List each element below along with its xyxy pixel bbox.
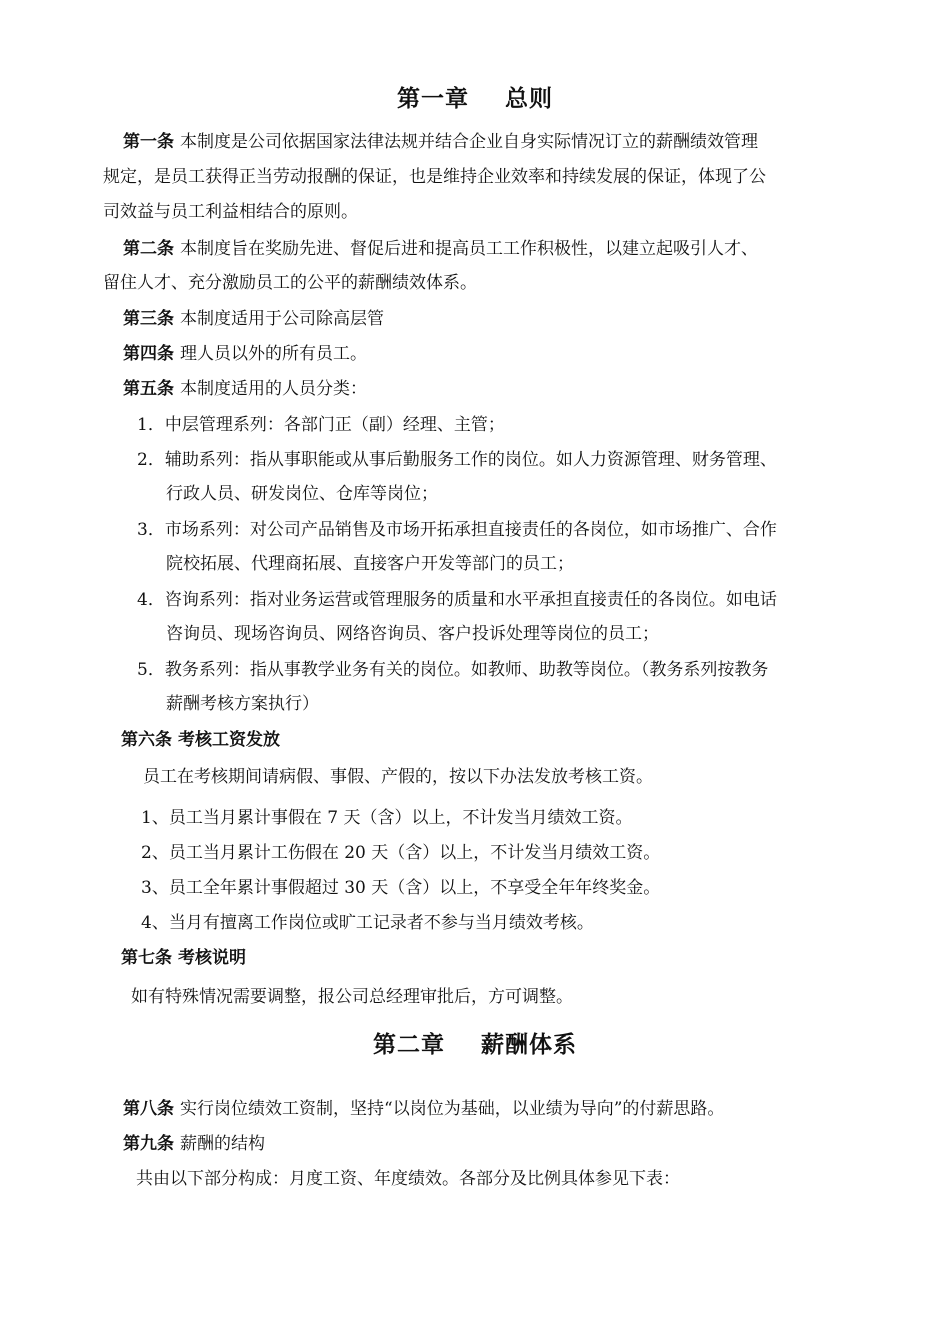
category-item-5-continued: 薪酬考核方案执行） bbox=[166, 694, 319, 714]
article-1-text-1: 本制度是公司依据国家法律法规并结合企业自身实际情况订立的薪酬绩效管理 bbox=[180, 132, 758, 152]
chapter-1-title: 第一章 总则 bbox=[396, 86, 554, 112]
category-item-number: 5． bbox=[137, 660, 165, 680]
leave-rule-4: 4、当月有擅离工作岗位或旷工记录者不参与当月绩效考核。 bbox=[141, 913, 594, 933]
article-4-line bbox=[123, 342, 367, 366]
category-item-3 bbox=[137, 518, 777, 542]
category-item-2 bbox=[137, 448, 777, 472]
article-1-line-3: 司效益与员工利益相结合的原则。 bbox=[103, 202, 358, 222]
category-item-3-continued: 院校拓展、代理商拓展、直接客户开发等部门的员工； bbox=[166, 554, 574, 574]
article-7-heading bbox=[121, 946, 252, 970]
chapter-2-title: 第二章 薪酬体系 bbox=[372, 1032, 578, 1058]
leave-rule-2: 2、员工当月累计工伤假在 20 天（含）以上，不计发当月绩效工资。 bbox=[141, 843, 661, 863]
category-item-number: 2． bbox=[137, 450, 165, 470]
article-6-label: 第六条 bbox=[121, 730, 172, 750]
article-8-line bbox=[123, 1097, 724, 1121]
category-item-5 bbox=[137, 658, 768, 682]
article-2-label: 第二条 bbox=[123, 239, 174, 259]
article-3-label: 第三条 bbox=[123, 309, 174, 329]
category-item-text: 市场系列：对公司产品销售及市场开拓承担直接责任的各岗位，如市场推广、合作 bbox=[164, 520, 777, 540]
category-item-number: 3． bbox=[137, 520, 165, 540]
article-7-label: 第七条 bbox=[121, 948, 172, 968]
category-item-4-continued: 咨询员、现场咨询员、网络咨询员、客户投诉处理等岗位的员工； bbox=[166, 624, 659, 644]
article-5-label: 第五条 bbox=[123, 379, 174, 399]
article-1-label: 第一条 bbox=[123, 132, 174, 152]
leave-rule-3: 3、员工全年累计事假超过 30 天（含）以上，不享受全年年终奖金。 bbox=[141, 878, 661, 898]
article-2-line-1 bbox=[123, 237, 758, 261]
article-1-line-2: 规定，是员工获得正当劳动报酬的保证，也是维持企业效率和持续发展的保证，体现了公 bbox=[103, 167, 766, 187]
category-item-number: 4． bbox=[137, 590, 165, 610]
article-9-detail: 共由以下部分构成：月度工资、年度绩效。各部分及比例具体参见下表： bbox=[136, 1169, 680, 1189]
article-5-text: 本制度适用的人员分类： bbox=[180, 379, 367, 399]
article-1-line-1 bbox=[123, 130, 758, 154]
article-4-text: 理人员以外的所有员工。 bbox=[180, 344, 367, 364]
article-6-intro: 员工在考核期间请病假、事假、产假的，按以下办法发放考核工资。 bbox=[143, 767, 653, 787]
article-2-text-1: 本制度旨在奖励先进、督促后进和提高员工工作积极性，以建立起吸引人才、 bbox=[180, 239, 758, 259]
article-6-title: 考核工资发放 bbox=[178, 730, 280, 750]
article-3-text: 本制度适用于公司除高层管 bbox=[180, 309, 384, 329]
article-3-line bbox=[123, 307, 384, 331]
category-item-text: 咨询系列：指对业务运营或管理服务的质量和水平承担直接责任的各岗位。如电话 bbox=[164, 590, 777, 610]
category-item-2-continued: 行政人员、研发岗位、仓库等岗位； bbox=[166, 484, 438, 504]
article-9-text: 薪酬的结构 bbox=[180, 1134, 265, 1154]
article-4-label: 第四条 bbox=[123, 344, 174, 364]
article-9-line bbox=[123, 1132, 265, 1156]
category-item-text: 中层管理系列：各部门正（副）经理、主管； bbox=[164, 415, 505, 435]
category-item-text: 教务系列：指从事教学业务有关的岗位。如教师、助教等岗位。（教务系列按教务 bbox=[164, 660, 769, 680]
article-8-text: 实行岗位绩效工资制，坚持“以岗位为基础，以业绩为导向”的付薪思路。 bbox=[180, 1099, 725, 1119]
article-7-title: 考核说明 bbox=[178, 948, 246, 968]
category-item-1 bbox=[137, 413, 505, 437]
article-8-label: 第八条 bbox=[123, 1099, 174, 1119]
article-6-heading bbox=[121, 728, 286, 752]
category-item-4 bbox=[137, 588, 777, 612]
article-5-line bbox=[123, 377, 367, 401]
category-item-text: 辅助系列：指从事职能或从事后勤服务工作的岗位。如人力资源管理、财务管理、 bbox=[164, 450, 777, 470]
category-item-number: 1． bbox=[137, 415, 165, 435]
article-7-text: 如有特殊情况需要调整，报公司总经理审批后，方可调整。 bbox=[131, 987, 573, 1007]
article-2-line-2: 留住人才、充分激励员工的公平的薪酬绩效体系。 bbox=[103, 273, 477, 293]
article-9-label: 第九条 bbox=[123, 1134, 174, 1154]
leave-rule-1: 1、员工当月累计事假在 7 天（含）以上，不计发当月绩效工资。 bbox=[141, 808, 633, 828]
